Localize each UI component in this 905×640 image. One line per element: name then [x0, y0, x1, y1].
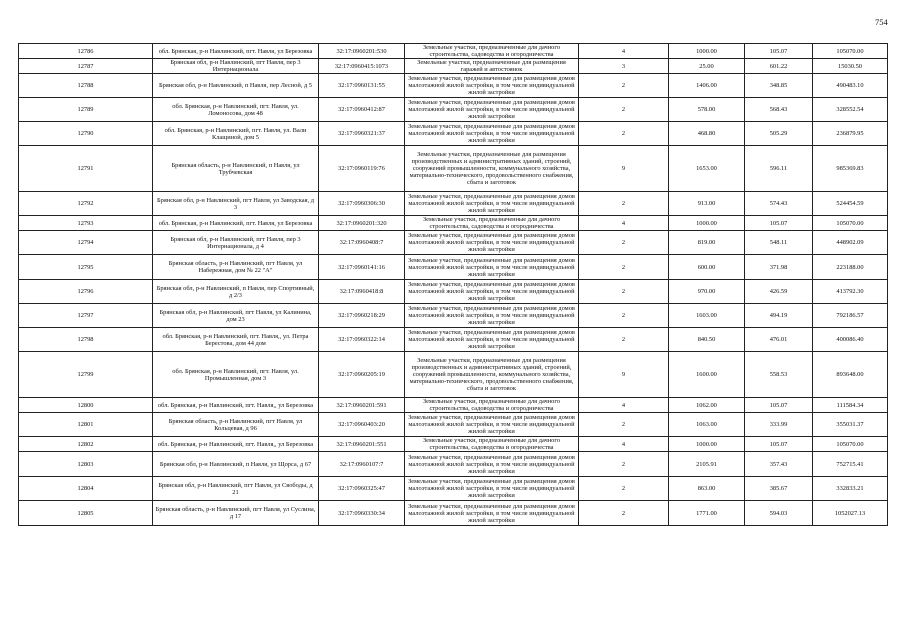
cadastral-number-cell: 32:17:0960141:16 [319, 255, 405, 280]
table-row [19, 352, 888, 398]
address-cell: Брянская обл, р-н Навлинский, п Навля, ул Щорса, д 67 [153, 452, 319, 477]
cadastral-value-cell: 792186.57 [813, 304, 888, 328]
area-cell: 970.00 [669, 280, 745, 304]
address-cell: обл. Брянская, р-н Навлинский, пгт. Навля, ул. Вали Клащиной, дом 5 [153, 122, 319, 146]
land-purpose-cell: Земельные участки, предназначенные для дачного строительства, садоводства и огородничества [405, 398, 579, 413]
address-cell: Брянская область, р-н Навлинский, п Навля, ул Трубчевская [153, 146, 319, 192]
cadastral-number-cell: 32:17:0960330:34 [319, 501, 405, 526]
unit-value-cell: 505.29 [745, 122, 813, 146]
row-number: 12790 [19, 122, 153, 146]
row-number: 12789 [19, 98, 153, 122]
cadastral-number-cell: 32:17:0960322:14 [319, 328, 405, 352]
unit-value-cell: 348.85 [745, 74, 813, 98]
row-number: 12800 [19, 398, 153, 413]
group-code-cell: 2 [579, 413, 669, 437]
cadastral-value-cell: 15030.50 [813, 59, 888, 74]
cadastral-number-cell: 32:17:0960107:7 [319, 452, 405, 477]
group-code-cell: 2 [579, 122, 669, 146]
area-cell: 1603.00 [669, 304, 745, 328]
area-cell: 25.00 [669, 59, 745, 74]
table-row [19, 328, 888, 352]
cadastral-number-cell: 32:17:0960306:30 [319, 192, 405, 216]
address-cell: Брянская обл, р-н Навлинский, п Навля, пер Спортивный, д 2/3 [153, 280, 319, 304]
group-code-cell: 9 [579, 352, 669, 398]
land-purpose-cell: Земельные участки, предназначенные для размещения домов малоэтажной жилой застройки, в том числе индивидуальной жилой застройки [405, 280, 579, 304]
cadastral-number-cell: 32:17:0960415:1073 [319, 59, 405, 74]
cadastral-number-cell: 32:17:0960321:37 [319, 122, 405, 146]
row-number: 12786 [19, 44, 153, 59]
group-code-cell: 2 [579, 328, 669, 352]
land-purpose-cell: Земельные участки, предназначенные для размещения производственных и административных зданий, строений, сооружений промышленности, коммунального хозяйства, материально-технического, продовольственного снабжения, сбыта и заготовок [405, 352, 579, 398]
cadastral-value-cell: 490483.10 [813, 74, 888, 98]
unit-value-cell: 568.43 [745, 98, 813, 122]
table-row [19, 59, 888, 74]
table-row [19, 280, 888, 304]
address-cell: обл. Брянская, р-н Навлинский, пгт. Навля,, ул Березовка [153, 398, 319, 413]
area-cell: 863.00 [669, 477, 745, 501]
cadastral-number-cell: 32:17:0960418:8 [319, 280, 405, 304]
unit-value-cell: 476.01 [745, 328, 813, 352]
cadastral-value-cell: 400086.40 [813, 328, 888, 352]
area-cell: 2105.91 [669, 452, 745, 477]
cadastral-number-cell: 32:17:0960205:19 [319, 352, 405, 398]
land-purpose-cell: Земельные участки, предназначенные для размещения домов малоэтажной жилой застройки, в том числе индивидуальной жилой застройки [405, 192, 579, 216]
cadastral-number-cell: 32:17:0960412:87 [319, 98, 405, 122]
row-number: 12804 [19, 477, 153, 501]
area-cell: 1062.00 [669, 398, 745, 413]
group-code-cell: 2 [579, 98, 669, 122]
cadastral-value-cell: 524454.59 [813, 192, 888, 216]
cadastral-value-cell: 105070.00 [813, 44, 888, 59]
table-row [19, 398, 888, 413]
row-number: 12794 [19, 231, 153, 255]
cadastral-value-cell: 105070.00 [813, 216, 888, 231]
cadastral-number-cell: 32:17:0960218:29 [319, 304, 405, 328]
unit-value-cell: 105.07 [745, 216, 813, 231]
group-code-cell: 2 [579, 255, 669, 280]
table-row [19, 452, 888, 477]
group-code-cell: 4 [579, 437, 669, 452]
group-code-cell: 2 [579, 231, 669, 255]
group-code-cell: 2 [579, 280, 669, 304]
area-cell: 1771.00 [669, 501, 745, 526]
cadastral-value-cell: 413792.30 [813, 280, 888, 304]
row-number: 12795 [19, 255, 153, 280]
table-row [19, 216, 888, 231]
unit-value-cell: 371.98 [745, 255, 813, 280]
area-cell: 1600.00 [669, 352, 745, 398]
cadastral-value-cell: 105070.00 [813, 437, 888, 452]
address-cell: обл. Брянская, р-н Навлинский, пгт. Навля,, ул. Петра Берестова, дом 44 дом [153, 328, 319, 352]
cadastral-number-cell: 32:17:0960325:47 [319, 477, 405, 501]
group-code-cell: 2 [579, 192, 669, 216]
cadastral-value-cell: 448902.09 [813, 231, 888, 255]
unit-value-cell: 558.53 [745, 352, 813, 398]
row-number: 12791 [19, 146, 153, 192]
group-code-cell: 4 [579, 44, 669, 59]
land-purpose-cell: Земельные участки, предназначенные для размещения домов малоэтажной жилой застройки, в том числе индивидуальной жилой застройки [405, 98, 579, 122]
row-number: 12801 [19, 413, 153, 437]
address-cell: Брянская обл, р-н Навлинский, пгт Навля, пер 3 Интернационала, д 4 [153, 231, 319, 255]
land-purpose-cell: Земельные участки, предназначенные для размещения домов малоэтажной жилой застройки, в том числе индивидуальной жилой застройки [405, 477, 579, 501]
cadastral-value-cell: 236879.95 [813, 122, 888, 146]
cadastral-value-cell: 752715.41 [813, 452, 888, 477]
table-row [19, 501, 888, 526]
table-row [19, 477, 888, 501]
cadastral-value-cell: 332833.21 [813, 477, 888, 501]
area-cell: 1063.00 [669, 413, 745, 437]
table-row [19, 413, 888, 437]
unit-value-cell: 548.11 [745, 231, 813, 255]
unit-value-cell: 594.03 [745, 501, 813, 526]
row-number: 12802 [19, 437, 153, 452]
land-purpose-cell: Земельные участки, предназначенные для размещения домов малоэтажной жилой застройки, в том числе индивидуальной жилой застройки [405, 255, 579, 280]
table-row [19, 98, 888, 122]
row-number: 12796 [19, 280, 153, 304]
table-row [19, 122, 888, 146]
row-number: 12805 [19, 501, 153, 526]
address-cell: обл. Брянская, р-н Навлинский, пгт. Навля, ул Березовка [153, 44, 319, 59]
row-number: 12799 [19, 352, 153, 398]
cadastral-number-cell: 32:17:0960201:530 [319, 44, 405, 59]
land-purpose-cell: Земельные участки, предназначенные для размещения домов малоэтажной жилой застройки, в том числе индивидуальной жилой застройки [405, 413, 579, 437]
cadastral-value-cell: 985369.83 [813, 146, 888, 192]
address-cell: обл. Брянская, р-н Навлинский, пгт. Навля, ул Березовка [153, 216, 319, 231]
land-purpose-cell: Земельные участки, предназначенные для размещения домов малоэтажной жилой застройки, в том числе индивидуальной жилой застройки [405, 328, 579, 352]
land-purpose-cell: Земельные участки, предназначенные для размещения домов малоэтажной жилой застройки, в том числе индивидуальной жилой застройки [405, 122, 579, 146]
area-cell: 1653.00 [669, 146, 745, 192]
land-purpose-cell: Земельные участки, предназначенные для размещения домов малоэтажной жилой застройки, в том числе индивидуальной жилой застройки [405, 501, 579, 526]
area-cell: 819.00 [669, 231, 745, 255]
table-row [19, 74, 888, 98]
address-cell: обл. Брянская, р-н Навлинский, пгт. Навля, ул. Ломоносова, дом 48 [153, 98, 319, 122]
area-cell: 600.00 [669, 255, 745, 280]
unit-value-cell: 357.43 [745, 452, 813, 477]
land-purpose-cell: Земельные участки, предназначенные для размещения домов малоэтажной жилой застройки, в том числе индивидуальной жилой застройки [405, 452, 579, 477]
table-row [19, 437, 888, 452]
unit-value-cell: 596.11 [745, 146, 813, 192]
cadastral-value-cell: 328552.54 [813, 98, 888, 122]
table-row [19, 231, 888, 255]
cadastral-number-cell: 32:17:0960408:7 [319, 231, 405, 255]
address-cell: Брянская область, р-н Навлинский, пгт Навля, ул Набережная, дом № 22 "А" [153, 255, 319, 280]
table-row [19, 304, 888, 328]
unit-value-cell: 105.07 [745, 44, 813, 59]
group-code-cell: 2 [579, 304, 669, 328]
unit-value-cell: 105.07 [745, 398, 813, 413]
table-row [19, 146, 888, 192]
address-cell: Брянская область, р-н Навлинский, пгт Навля, ул Кольцевая, д 96 [153, 413, 319, 437]
land-purpose-cell: Земельные участки, предназначенные для размещения домов малоэтажной жилой застройки, в том числе индивидуальной жилой застройки [405, 231, 579, 255]
page-number: 754 [875, 17, 888, 27]
address-cell: Брянская обл, р-н Навлинский, пгт Навля, ул Заводская, д 3 [153, 192, 319, 216]
land-purpose-cell: Земельные участки, предназначенные для дачного строительства, садоводства и огородничества [405, 216, 579, 231]
cadastral-number-cell: 32:17:0960201:591 [319, 398, 405, 413]
cadastral-value-cell: 355031.37 [813, 413, 888, 437]
group-code-cell: 4 [579, 216, 669, 231]
cadastral-value-cell: 223188.00 [813, 255, 888, 280]
row-number: 12787 [19, 59, 153, 74]
area-cell: 1000.00 [669, 216, 745, 231]
unit-value-cell: 426.59 [745, 280, 813, 304]
cadastral-value-cell: 111584.34 [813, 398, 888, 413]
area-cell: 1000.00 [669, 437, 745, 452]
unit-value-cell: 494.19 [745, 304, 813, 328]
unit-value-cell: 105.07 [745, 437, 813, 452]
group-code-cell: 4 [579, 398, 669, 413]
table-row [19, 192, 888, 216]
area-cell: 578.00 [669, 98, 745, 122]
row-number: 12792 [19, 192, 153, 216]
row-number: 12803 [19, 452, 153, 477]
address-cell: Брянская область, р-н Навлинский, пгт Навля, ул Суслина, д 17 [153, 501, 319, 526]
area-cell: 1000.00 [669, 44, 745, 59]
table-row [19, 44, 888, 59]
address-cell: обл. Брянская, р-н Навлинский, пгт. Навля, ул. Промышленная, дом 3 [153, 352, 319, 398]
cadastral-value-cell: 1052027.13 [813, 501, 888, 526]
cadastral-number-cell: 32:17:0960403:20 [319, 413, 405, 437]
unit-value-cell: 601.22 [745, 59, 813, 74]
land-purpose-cell: Земельные участки, предназначенные для размещения домов малоэтажной жилой застройки, в том числе индивидуальной жилой застройки [405, 304, 579, 328]
address-cell: Брянская обл, р-н Навлинский, пгт Навля, ул Свободы, д 21 [153, 477, 319, 501]
land-purpose-cell: Земельные участки, предназначенные для дачного строительства, садоводства и огородничества [405, 437, 579, 452]
address-cell: Брянская обл, р-н Навлинский, пгт Навля, ул Калинина, дом 23 [153, 304, 319, 328]
group-code-cell: 2 [579, 452, 669, 477]
cadastral-number-cell: 32:17:0960201:320 [319, 216, 405, 231]
area-cell: 468.80 [669, 122, 745, 146]
row-number: 12793 [19, 216, 153, 231]
cadastral-number-cell: 32:17:0960119:76 [319, 146, 405, 192]
unit-value-cell: 333.99 [745, 413, 813, 437]
land-purpose-cell: Земельные участки, предназначенные для размещения гаражей и автостоянок [405, 59, 579, 74]
land-purpose-cell: Земельные участки, предназначенные для дачного строительства, садоводства и огородничества [405, 44, 579, 59]
land-purpose-cell: Земельные участки, предназначенные для размещения домов малоэтажной жилой застройки, в том числе индивидуальной жилой застройки [405, 74, 579, 98]
area-cell: 840.50 [669, 328, 745, 352]
land-purpose-cell: Земельные участки, предназначенные для размещения производственных и административных зданий, строений, сооружений промышленности, коммунального хозяйства, материально-технического, продовольственного снабжения, сбыта и заготовок [405, 146, 579, 192]
group-code-cell: 2 [579, 501, 669, 526]
cadastral-number-cell: 32:17:0960201:551 [319, 437, 405, 452]
unit-value-cell: 385.67 [745, 477, 813, 501]
row-number: 12788 [19, 74, 153, 98]
group-code-cell: 2 [579, 477, 669, 501]
row-number: 12798 [19, 328, 153, 352]
cadastral-number-cell: 32:17:0960131:55 [319, 74, 405, 98]
address-cell: Брянская обл, р-н Навлинский, п Навля, пер Лесной, д 5 [153, 74, 319, 98]
table-row [19, 255, 888, 280]
address-cell: обл. Брянская, р-н Навлинский, пгт. Навля,, ул Березовка [153, 437, 319, 452]
land-registry-table [18, 43, 888, 526]
unit-value-cell: 574.43 [745, 192, 813, 216]
area-cell: 913.00 [669, 192, 745, 216]
group-code-cell: 2 [579, 74, 669, 98]
address-cell: Брянская обл, р-н Навлинский, пгт Навля, пер 3 Интернационала [153, 59, 319, 74]
area-cell: 1406.00 [669, 74, 745, 98]
row-number: 12797 [19, 304, 153, 328]
cadastral-value-cell: 893648.00 [813, 352, 888, 398]
group-code-cell: 3 [579, 59, 669, 74]
group-code-cell: 9 [579, 146, 669, 192]
